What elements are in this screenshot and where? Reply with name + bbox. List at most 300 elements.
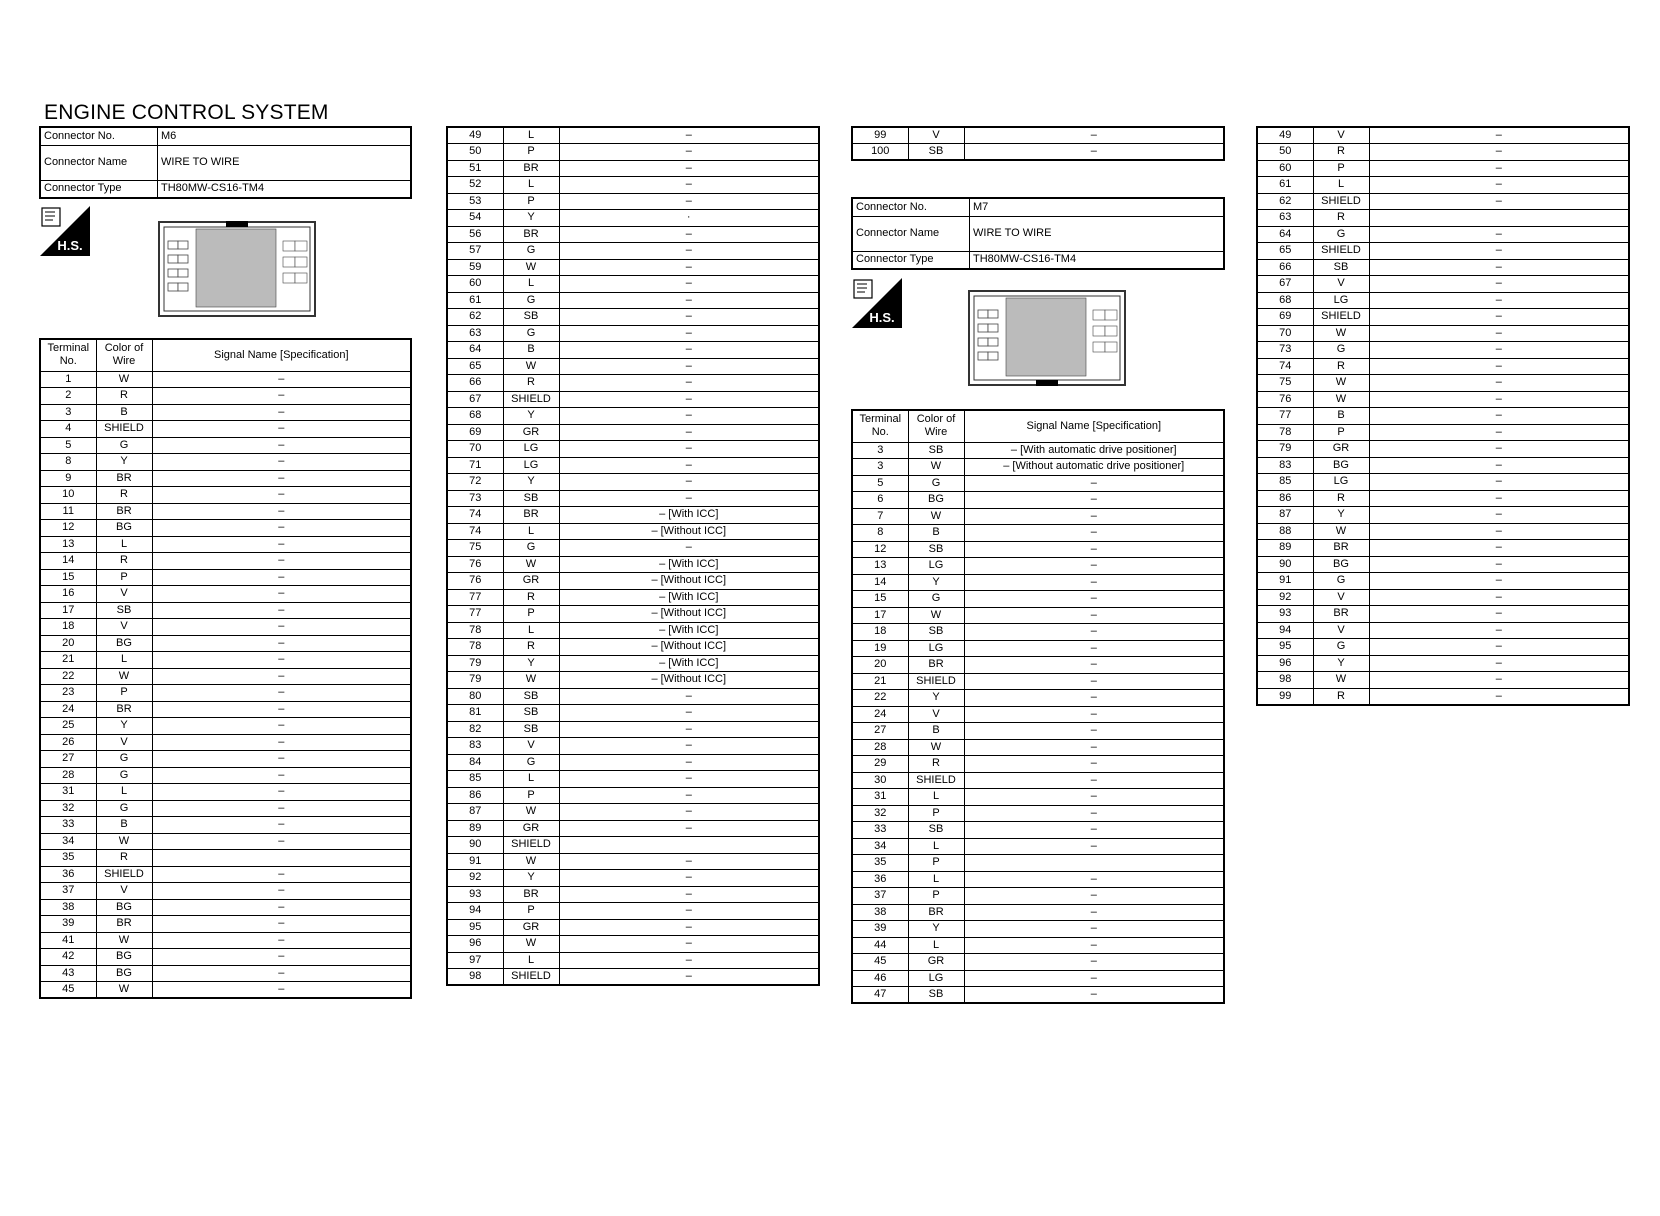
signal-name-cell: – [With ICC] (559, 622, 819, 639)
terminal-no-cell: 39 (852, 921, 908, 938)
signal-name-cell: – (559, 490, 819, 507)
signal-name-cell: – (964, 624, 1224, 641)
table-row (1257, 523, 1629, 540)
terminal-no-cell: 28 (852, 739, 908, 756)
table-row (40, 619, 411, 636)
table-row (447, 144, 819, 161)
wire-color-cell: W (1313, 325, 1369, 342)
terminal-no-cell: 98 (447, 969, 503, 986)
table-row (447, 441, 819, 458)
signal-name-cell: – (559, 457, 819, 474)
hs-label: H.S. (869, 310, 895, 325)
table-row (447, 193, 819, 210)
signal-name-cell: – (1369, 523, 1629, 540)
table-row (1257, 688, 1629, 705)
terminal-no-cell: 36 (40, 866, 96, 883)
terminal-no-cell: 88 (1257, 523, 1313, 540)
wire-color-cell: V (503, 738, 559, 755)
terminal-no-cell: 76 (447, 556, 503, 573)
table-row (40, 371, 411, 388)
conn-no-label: Connector No. (40, 127, 158, 145)
wire-color-cell: Y (96, 454, 152, 471)
terminal-no-cell: 64 (1257, 226, 1313, 243)
table-row (40, 421, 411, 438)
terminal-no-cell: 3 (852, 459, 908, 476)
table-row (447, 276, 819, 293)
wire-color-cell: SHIELD (1313, 243, 1369, 260)
terminal-no-cell: 41 (40, 932, 96, 949)
terminal-no-cell: 87 (447, 804, 503, 821)
table-row (852, 690, 1224, 707)
wire-color-cell: G (1313, 342, 1369, 359)
wire-color-cell: P (503, 144, 559, 161)
wire-color-cell: Y (96, 718, 152, 735)
terminal-no-cell: 66 (447, 375, 503, 392)
wire-color-cell: L (96, 652, 152, 669)
wire-color-cell: V (908, 706, 964, 723)
wire-color-cell: L (908, 838, 964, 855)
wire-color-cell: L (503, 276, 559, 293)
terminal-no-cell: 92 (447, 870, 503, 887)
signal-name-cell: – (964, 144, 1224, 161)
table-row (40, 817, 411, 834)
terminal-no-cell: 8 (40, 454, 96, 471)
terminal-no-cell: 3 (40, 404, 96, 421)
terminal-no-cell: 57 (447, 243, 503, 260)
wire-color-cell: W (503, 672, 559, 689)
wire-color-cell: G (503, 754, 559, 771)
terminal-no-cell: 50 (1257, 144, 1313, 161)
signal-name-cell: – (964, 838, 1224, 855)
table-row (40, 652, 411, 669)
wire-color-cell: B (908, 723, 964, 740)
harness-side-icon (40, 206, 90, 256)
signal-name-cell: – (1369, 589, 1629, 606)
table-row (852, 442, 1224, 459)
signal-name-cell: – (559, 754, 819, 771)
wire-color-cell: BR (96, 470, 152, 487)
terminal-no-cell: 17 (852, 607, 908, 624)
terminal-no-cell: 5 (40, 437, 96, 454)
terminal-header: Terminal No. (852, 410, 908, 442)
wire-color-cell: SB (908, 442, 964, 459)
wire-color-cell: V (96, 883, 152, 900)
wire-color-cell: P (503, 606, 559, 623)
signal-name-cell: – (152, 652, 411, 669)
terminal-no-cell: 70 (1257, 325, 1313, 342)
table-row (852, 756, 1224, 773)
signal-name-cell: – (1369, 474, 1629, 491)
table-row (447, 292, 819, 309)
signal-name-cell: – (1369, 276, 1629, 293)
harness-side-icon (852, 278, 902, 328)
wire-color-cell: Y (503, 474, 559, 491)
table-row (852, 127, 1224, 144)
terminal-no-cell: 47 (852, 987, 908, 1004)
table-row (852, 822, 1224, 839)
wire-color-cell: W (503, 853, 559, 870)
signal-name-cell: – (559, 127, 819, 144)
table-row (1257, 144, 1629, 161)
signal-name-cell: – (1369, 639, 1629, 656)
terminal-no-cell: 79 (447, 655, 503, 672)
wire-color-cell: SB (503, 688, 559, 705)
wire-color-cell: G (503, 325, 559, 342)
table-row (1257, 441, 1629, 458)
table-row (40, 982, 411, 999)
wire-color-cell: V (96, 734, 152, 751)
terminal-no-cell: 31 (40, 784, 96, 801)
wire-color-cell: G (503, 540, 559, 557)
table-row (1257, 358, 1629, 375)
terminal-no-cell: 45 (852, 954, 908, 971)
table-row (40, 866, 411, 883)
signal-name-cell: – (964, 525, 1224, 542)
wire-color-cell: GR (503, 919, 559, 936)
wire-color-cell: P (1313, 160, 1369, 177)
terminal-no-cell: 75 (447, 540, 503, 557)
signal-name-cell: – (964, 640, 1224, 657)
table-row (852, 492, 1224, 509)
table-row (40, 520, 411, 537)
wire-color-cell: GR (503, 424, 559, 441)
wire-color-cell: SB (503, 705, 559, 722)
table-row (447, 969, 819, 986)
terminal-no-cell: 21 (40, 652, 96, 669)
terminal-no-cell: 62 (447, 309, 503, 326)
terminal-no-cell: 84 (447, 754, 503, 771)
wire-color-cell: BG (1313, 556, 1369, 573)
signal-name-cell: – (152, 487, 411, 504)
signal-name-cell: – (1369, 556, 1629, 573)
signal-name-cell: – (964, 706, 1224, 723)
table-row (1257, 243, 1629, 260)
terminal-no-cell: 96 (1257, 655, 1313, 672)
signal-name-cell: – (559, 160, 819, 177)
terminal-no-cell: 83 (447, 738, 503, 755)
table-row (1257, 309, 1629, 326)
signal-name-cell: – [With ICC] (559, 655, 819, 672)
wire-color-cell: W (503, 358, 559, 375)
wire-color-cell: G (503, 243, 559, 260)
table-row (447, 606, 819, 623)
table-row (852, 607, 1224, 624)
terminal-no-cell: 65 (447, 358, 503, 375)
table-row (1257, 672, 1629, 689)
m7-conn-type: TH80MW-CS16-TM4 (970, 251, 1225, 269)
table-row (1257, 325, 1629, 342)
table-row (1257, 540, 1629, 557)
signal-name-cell: – (152, 536, 411, 553)
wire-color-cell: GR (908, 954, 964, 971)
table-row (852, 871, 1224, 888)
wire-color-cell: G (503, 292, 559, 309)
signal-name-cell: – [Without ICC] (559, 523, 819, 540)
wire-color-cell: BG (96, 520, 152, 537)
table-row (447, 523, 819, 540)
signal-name-cell: – (559, 903, 819, 920)
signal-name-cell: – (1369, 688, 1629, 705)
terminal-no-cell: 27 (852, 723, 908, 740)
terminal-no-cell: 16 (40, 586, 96, 603)
table-row (447, 639, 819, 656)
terminal-no-cell: 50 (447, 144, 503, 161)
signal-name-cell: – (152, 553, 411, 570)
m7-conn-name: WIRE TO WIRE (970, 216, 1225, 251)
signal-name-cell: – (964, 921, 1224, 938)
signal-name-cell: – (1369, 358, 1629, 375)
signal-name-cell: – (152, 437, 411, 454)
table-row (447, 688, 819, 705)
signal-name-cell: – (1369, 606, 1629, 623)
terminal-no-cell: 85 (447, 771, 503, 788)
signal-name-cell: – (964, 739, 1224, 756)
wire-color-cell: P (503, 193, 559, 210)
wire-color-cell: SHIELD (908, 772, 964, 789)
conn-no-label: Connector No. (852, 198, 970, 216)
table-row (1257, 259, 1629, 276)
wire-color-cell: W (96, 371, 152, 388)
signal-name-cell: – (1369, 160, 1629, 177)
table-row (40, 536, 411, 553)
table-row (40, 850, 411, 867)
terminal-no-cell: 14 (852, 574, 908, 591)
table-row (1257, 375, 1629, 392)
table-row (1257, 589, 1629, 606)
table-row (1257, 474, 1629, 491)
table-row (40, 883, 411, 900)
wire-color-cell: L (96, 536, 152, 553)
wire-color-cell: GR (503, 820, 559, 837)
table-row (852, 459, 1224, 476)
terminal-no-cell: 24 (852, 706, 908, 723)
table-row (447, 886, 819, 903)
wire-color-cell: Y (1313, 655, 1369, 672)
terminal-no-cell: 20 (852, 657, 908, 674)
terminal-no-cell: 13 (40, 536, 96, 553)
table-row (852, 591, 1224, 608)
signal-name-cell: – (1369, 127, 1629, 144)
signal-name-cell: – (1369, 391, 1629, 408)
wire-color-cell: R (96, 553, 152, 570)
signal-name-cell: – (559, 870, 819, 887)
terminal-no-cell: 46 (852, 970, 908, 987)
m7-info-table (851, 197, 1225, 270)
table-row (447, 540, 819, 557)
signal-name-cell (152, 850, 411, 867)
table-row (1257, 573, 1629, 590)
wire-color-cell: LG (1313, 292, 1369, 309)
wire-color-cell: W (96, 932, 152, 949)
wire-color-cell: R (1313, 144, 1369, 161)
wire-color-cell: G (908, 591, 964, 608)
table-row (447, 358, 819, 375)
signal-name-cell: – (559, 540, 819, 557)
terminal-no-cell: 73 (1257, 342, 1313, 359)
wire-color-cell: SHIELD (96, 866, 152, 883)
terminal-no-cell: 99 (852, 127, 908, 144)
table-row (1257, 507, 1629, 524)
table-row (447, 672, 819, 689)
terminal-no-cell: 86 (1257, 490, 1313, 507)
signal-name-cell: – (152, 734, 411, 751)
wire-color-cell: V (1313, 622, 1369, 639)
signal-name-cell: – (1369, 490, 1629, 507)
wire-color-cell: G (96, 751, 152, 768)
table-row (852, 772, 1224, 789)
wire-color-cell: B (96, 404, 152, 421)
terminal-no-cell: 76 (447, 573, 503, 590)
terminal-no-cell: 29 (852, 756, 908, 773)
table-row (40, 751, 411, 768)
m7-terminal-table-2 (1256, 126, 1630, 706)
terminal-no-cell: 22 (40, 668, 96, 685)
m6-conn-no: M6 (158, 127, 412, 145)
wire-color-cell: B (96, 817, 152, 834)
table-row (40, 685, 411, 702)
terminal-no-cell: 20 (40, 635, 96, 652)
terminal-no-cell: 96 (447, 936, 503, 953)
m6-terminal-table-2 (446, 126, 820, 986)
terminal-no-cell: 1 (40, 371, 96, 388)
conn-name-label: Connector Name (852, 216, 970, 251)
terminal-no-cell: 14 (40, 553, 96, 570)
terminal-no-cell: 52 (447, 177, 503, 194)
terminal-no-cell: 28 (40, 767, 96, 784)
signal-name-cell: – (152, 685, 411, 702)
signal-name-cell: – (152, 503, 411, 520)
table-row (1257, 292, 1629, 309)
table-row (1257, 556, 1629, 573)
signal-name-cell: – [Without ICC] (559, 672, 819, 689)
signal-name-cell: – (1369, 375, 1629, 392)
terminal-no-cell: 43 (40, 965, 96, 982)
terminal-no-cell: 35 (40, 850, 96, 867)
terminal-no-cell: 94 (1257, 622, 1313, 639)
terminal-no-cell: 60 (1257, 160, 1313, 177)
wire-color-cell: W (503, 556, 559, 573)
wire-color-cell: L (908, 937, 964, 954)
wire-color-cell: R (1313, 688, 1369, 705)
signal-name-cell: – (559, 919, 819, 936)
terminal-no-cell: 77 (1257, 408, 1313, 425)
wire-color-cell: SB (503, 309, 559, 326)
terminal-no-cell: 49 (1257, 127, 1313, 144)
wire-color-cell: L (908, 871, 964, 888)
signal-name-cell: – (964, 591, 1224, 608)
wire-color-cell: BR (96, 916, 152, 933)
wire-color-cell: BG (96, 635, 152, 652)
table-row (852, 508, 1224, 525)
color-header: Color of Wire (96, 339, 152, 371)
table-row (40, 454, 411, 471)
m6-conn-type: TH80MW-CS16-TM4 (158, 180, 412, 198)
terminal-no-cell: 82 (447, 721, 503, 738)
wire-color-cell: P (503, 903, 559, 920)
wire-color-cell: BR (503, 226, 559, 243)
signal-name-cell: – (559, 309, 819, 326)
wire-color-cell: P (908, 805, 964, 822)
terminal-no-cell: 51 (447, 160, 503, 177)
wire-color-cell: LG (503, 441, 559, 458)
table-row (852, 657, 1224, 674)
signal-name-cell: – [Without automatic drive positioner] (964, 459, 1224, 476)
signal-name-cell: – (152, 701, 411, 718)
wire-color-cell: W (908, 508, 964, 525)
terminal-no-cell: 54 (447, 210, 503, 227)
table-row (447, 705, 819, 722)
wire-color-cell: GR (1313, 441, 1369, 458)
terminal-no-cell: 37 (40, 883, 96, 900)
m6-info-table (39, 126, 412, 199)
table-row (1257, 457, 1629, 474)
signal-name-cell: – (559, 738, 819, 755)
wire-color-cell: BR (1313, 606, 1369, 623)
terminal-no-cell: 37 (852, 888, 908, 905)
table-row (1257, 226, 1629, 243)
signal-name-cell: – (1369, 177, 1629, 194)
wire-color-cell: W (503, 804, 559, 821)
table-row (447, 408, 819, 425)
table-row (40, 602, 411, 619)
wire-color-cell: Y (503, 655, 559, 672)
terminal-no-cell: 69 (447, 424, 503, 441)
wire-color-cell: V (1313, 127, 1369, 144)
table-row (1257, 160, 1629, 177)
signal-name-cell: · (559, 210, 819, 227)
signal-name-cell: – (1369, 193, 1629, 210)
wire-color-cell: BG (96, 949, 152, 966)
terminal-no-cell: 4 (40, 421, 96, 438)
signal-name-cell: – (152, 421, 411, 438)
table-row (447, 226, 819, 243)
wire-color-cell: SHIELD (96, 421, 152, 438)
signal-name-cell: – (559, 804, 819, 821)
table-row (1257, 490, 1629, 507)
wire-color-cell: SHIELD (1313, 309, 1369, 326)
wire-color-cell: BR (908, 904, 964, 921)
m7-terminal-table-1 (851, 409, 1225, 1004)
signal-name-cell: – (152, 949, 411, 966)
wire-color-cell: SB (503, 721, 559, 738)
table-row (40, 437, 411, 454)
terminal-no-cell: 69 (1257, 309, 1313, 326)
signal-name-cell: – (559, 408, 819, 425)
terminal-no-cell: 68 (447, 408, 503, 425)
signal-name-cell: – (152, 404, 411, 421)
terminal-no-cell: 56 (447, 226, 503, 243)
signal-name-cell: – (1369, 292, 1629, 309)
signal-name-cell: – (964, 508, 1224, 525)
terminal-no-cell: 77 (447, 589, 503, 606)
table-row (447, 573, 819, 590)
wire-color-cell: Y (503, 408, 559, 425)
wire-color-cell: P (96, 685, 152, 702)
signal-name-cell: – (964, 805, 1224, 822)
signal-name-cell: – (1369, 507, 1629, 524)
signal-name-cell: – (152, 751, 411, 768)
terminal-no-cell: 42 (40, 949, 96, 966)
table-row (1257, 622, 1629, 639)
terminal-no-cell: 78 (1257, 424, 1313, 441)
table-row (447, 556, 819, 573)
conn-type-label: Connector Type (40, 180, 158, 198)
signal-name-cell: – (559, 688, 819, 705)
table-row (447, 490, 819, 507)
signal-name-cell: – (964, 558, 1224, 575)
m6-conn-name: WIRE TO WIRE (158, 145, 412, 180)
signal-name-cell: – (964, 888, 1224, 905)
